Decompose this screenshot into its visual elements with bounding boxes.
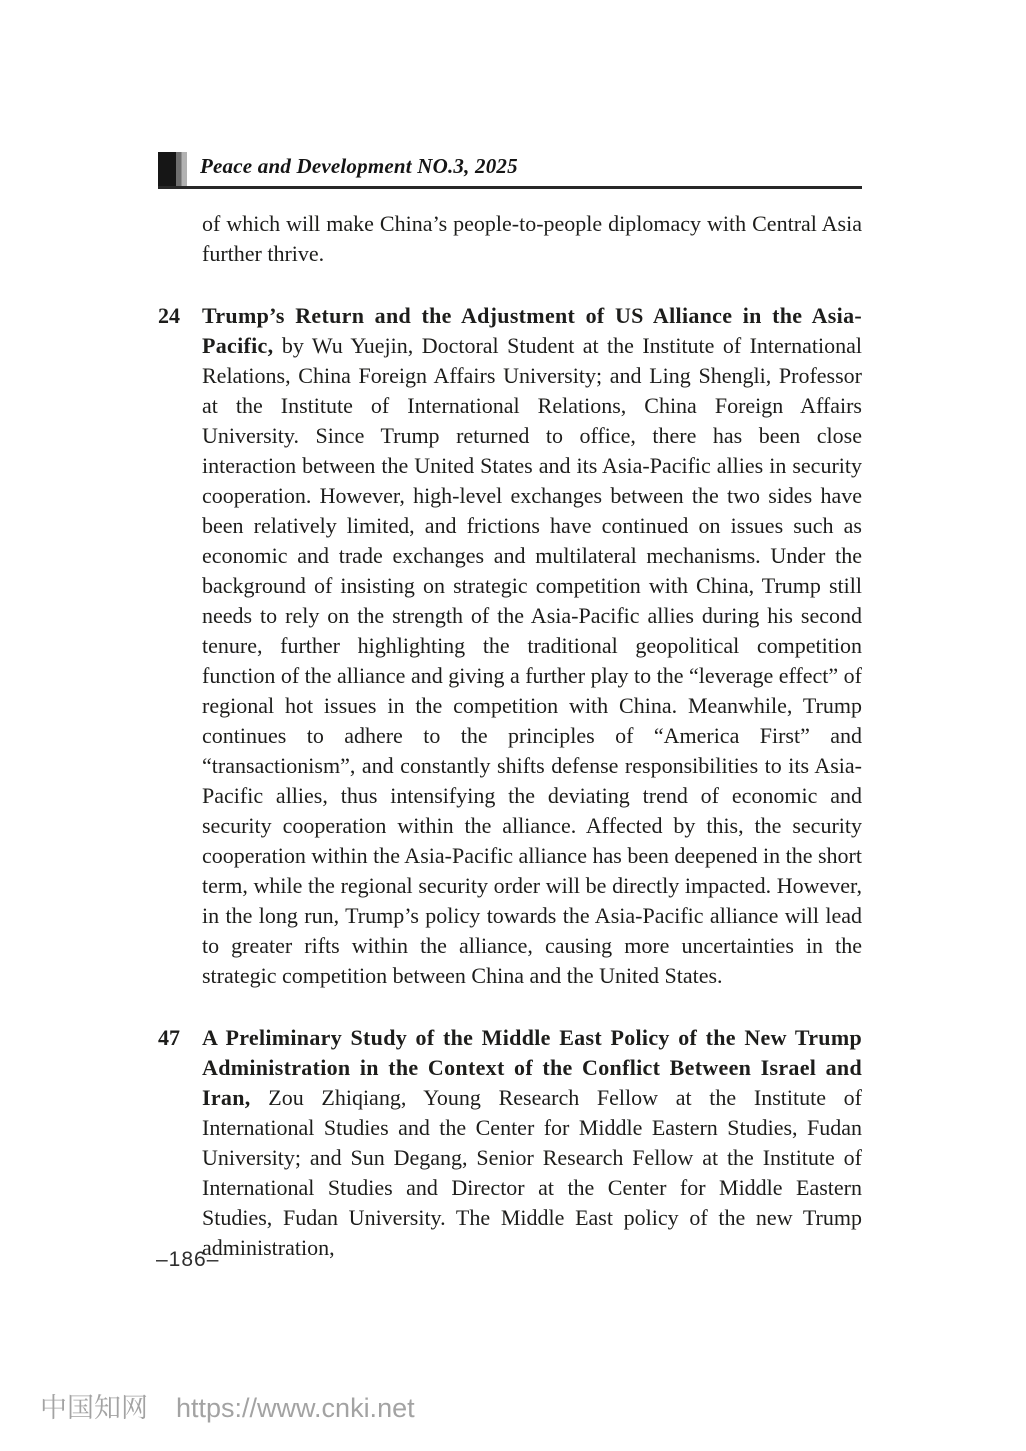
abstract-entry-24 (158, 301, 862, 991)
entry-title-47: A Preliminary Study of the Middle East Policy of the New Trump Administration in the Context of the Conflict Between Israel and Iran, (202, 1025, 862, 1110)
continuation-paragraph: of which will make China’s people-to-people diplomacy with Central Asia further thrive. (202, 211, 862, 266)
cnki-site-url: https://www.cnki.net (176, 1393, 415, 1423)
abstract-entry-47 (158, 1023, 862, 1263)
header-decoration-bar (158, 152, 187, 189)
header-rule (158, 186, 862, 189)
entry-paragraph-47 (202, 1023, 862, 1263)
page-header (158, 151, 862, 191)
page-number: –186– (156, 1248, 220, 1271)
cnki-site-name: 中国知网 (40, 1393, 148, 1423)
cnki-watermark (40, 1386, 415, 1425)
entry-paragraph-24 (202, 301, 862, 991)
entry-abstract-47: Zou Zhiqiang, Young Research Fellow at the Institute of International Studies and the Center for Middle Eastern Studies, Fudan University; and Sun Degang, Senior Research Fellow at the Institute of International Studies and Director at the Center for Middle Eastern Studies, Fudan University. The Middle East policy of the new Trump administration, (202, 1085, 862, 1260)
entry-number-47: 47 (158, 1025, 180, 1050)
entry-number-24: 24 (158, 303, 180, 328)
entry-abstract-24: by Wu Yuejin, Doctoral Student at the Institute of International Relations, China Foreign Affairs University; and Ling Shengli, Professor at the Institute of International Relations, China Foreign Affairs University. Since Trump returned to office, there has been close interaction between the United States and its Asia-Pacific allies in security cooperation. However, high-level exchanges between the two sides have been relatively limited, and frictions have continued on issues such as economic and trade exchanges and multilateral mechanisms. Under the background of insisting on strategic competition with China, Trump still needs to rely on the strength of the Asia-Pacific allies during his second tenure, further highlighting the traditional geopolitical competition function of the alliance and giving a further play to the “leverage effect” of regional hot issues in the competition with China. Meanwhile, Trump continues to adhere to the principles of “America First” and “transactionism”, and constantly shifts defense responsibilities to its Asia-Pacific allies, thus intensifying the deviating trend of economic and security cooperation within the alliance. Affected by this, the security cooperation within the Asia-Pacific alliance has been deepened in the short term, while the regional security order will be directly impacted. However, in the long run, Trump’s policy towards the Asia-Pacific alliance will lead to greater rifts within the alliance, causing more uncertainties in the strategic competition between China and the United States. (202, 333, 862, 988)
abstracts-content (158, 209, 862, 1263)
journal-title: Peace and Development NO.3, 2025 (200, 154, 518, 178)
entry-title-24: Trump’s Return and the Adjustment of US Alliance in the Asia-Pacific, (202, 303, 862, 358)
